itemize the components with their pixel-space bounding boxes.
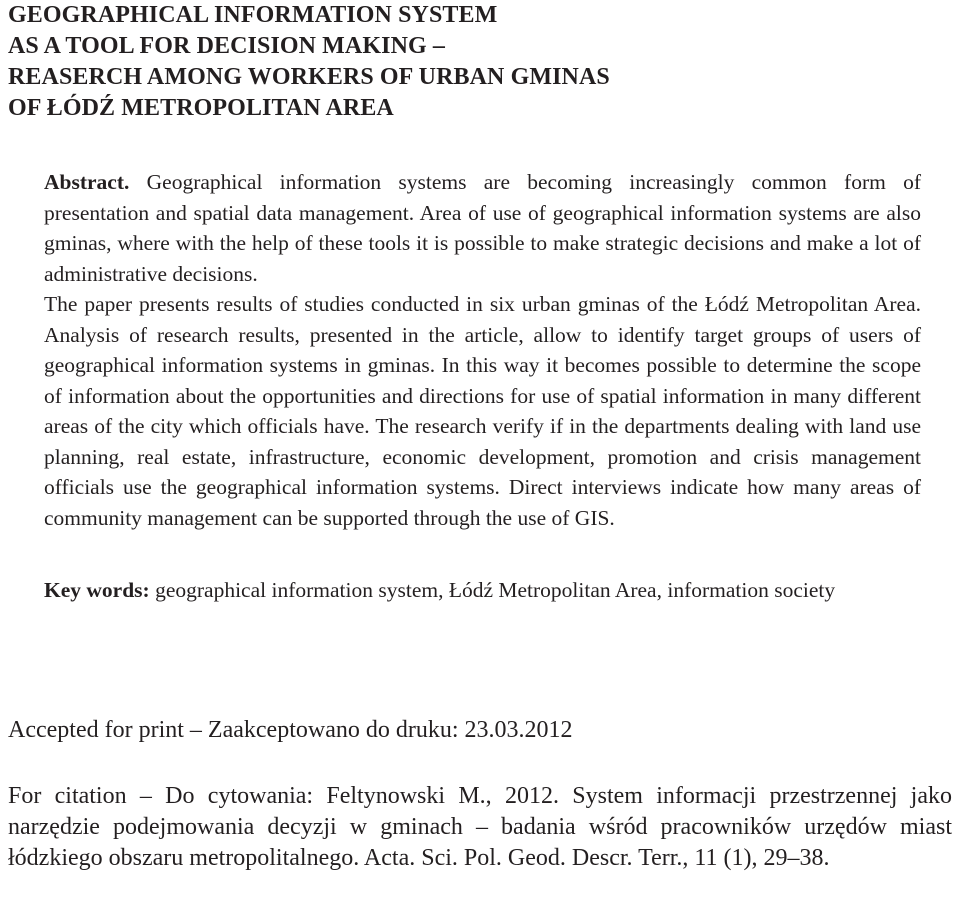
keywords-text: geographical information system, Łódź Metropolitan Area, information society xyxy=(155,578,836,602)
citation-text: For citation – Do cytowania: Feltynowski M., 2012. System informacji przestrzennej jako narzędzie podejmowania decyzji w gminach – badania wśród pracowników urzędów miast łódzkiego obszaru metropolitalnego. Acta. Sci. Pol. Geod. Descr. Terr., 11 (1), 29–38. xyxy=(8,783,952,871)
keywords-section xyxy=(44,575,921,606)
abstract-section xyxy=(44,167,921,533)
abstract-paragraph-1: Geographical information systems are becoming increasingly common form of presentation and spatial data management. Area of use of geographical information systems are also gminas, where with the help of these tools it is possible to make strategic decisions and make a lot of administrative decisions. xyxy=(44,170,921,286)
title-line: AS A TOOL FOR DECISION MAKING – xyxy=(8,33,445,59)
title-line: OF ŁÓDŹ METROPOLITAN AREA xyxy=(8,95,394,121)
title-line: REASERCH AMONG WORKERS OF URBAN GMINAS xyxy=(8,64,610,90)
abstract-label: Abstract. xyxy=(44,170,147,194)
abstract-paragraph-2: The paper presents results of studies conducted in six urban gminas of the Łódź Metropolitan Area. Analysis of research results, presented in the article, allow to identify target groups of users of geographical information systems in gminas. In this way it becomes possible to determine the scope of information about the opportunities and directions for use of spatial information in many different areas of the city which officials have. The research verify if in the departments dealing with land use planning, real estate, infrastructure, economic development, promotion and crisis management officials use the geographical information systems. Direct interviews indicate how many areas of community management can be supported through the use of GIS. xyxy=(44,292,921,530)
title-line: GEOGRAPHICAL INFORMATION SYSTEM xyxy=(8,2,498,28)
paper-title xyxy=(8,0,948,124)
keywords-label: Key words: xyxy=(44,578,156,602)
accepted-date: Accepted for print – Zaakceptowano do druku: 23.03.2012 xyxy=(8,717,573,743)
